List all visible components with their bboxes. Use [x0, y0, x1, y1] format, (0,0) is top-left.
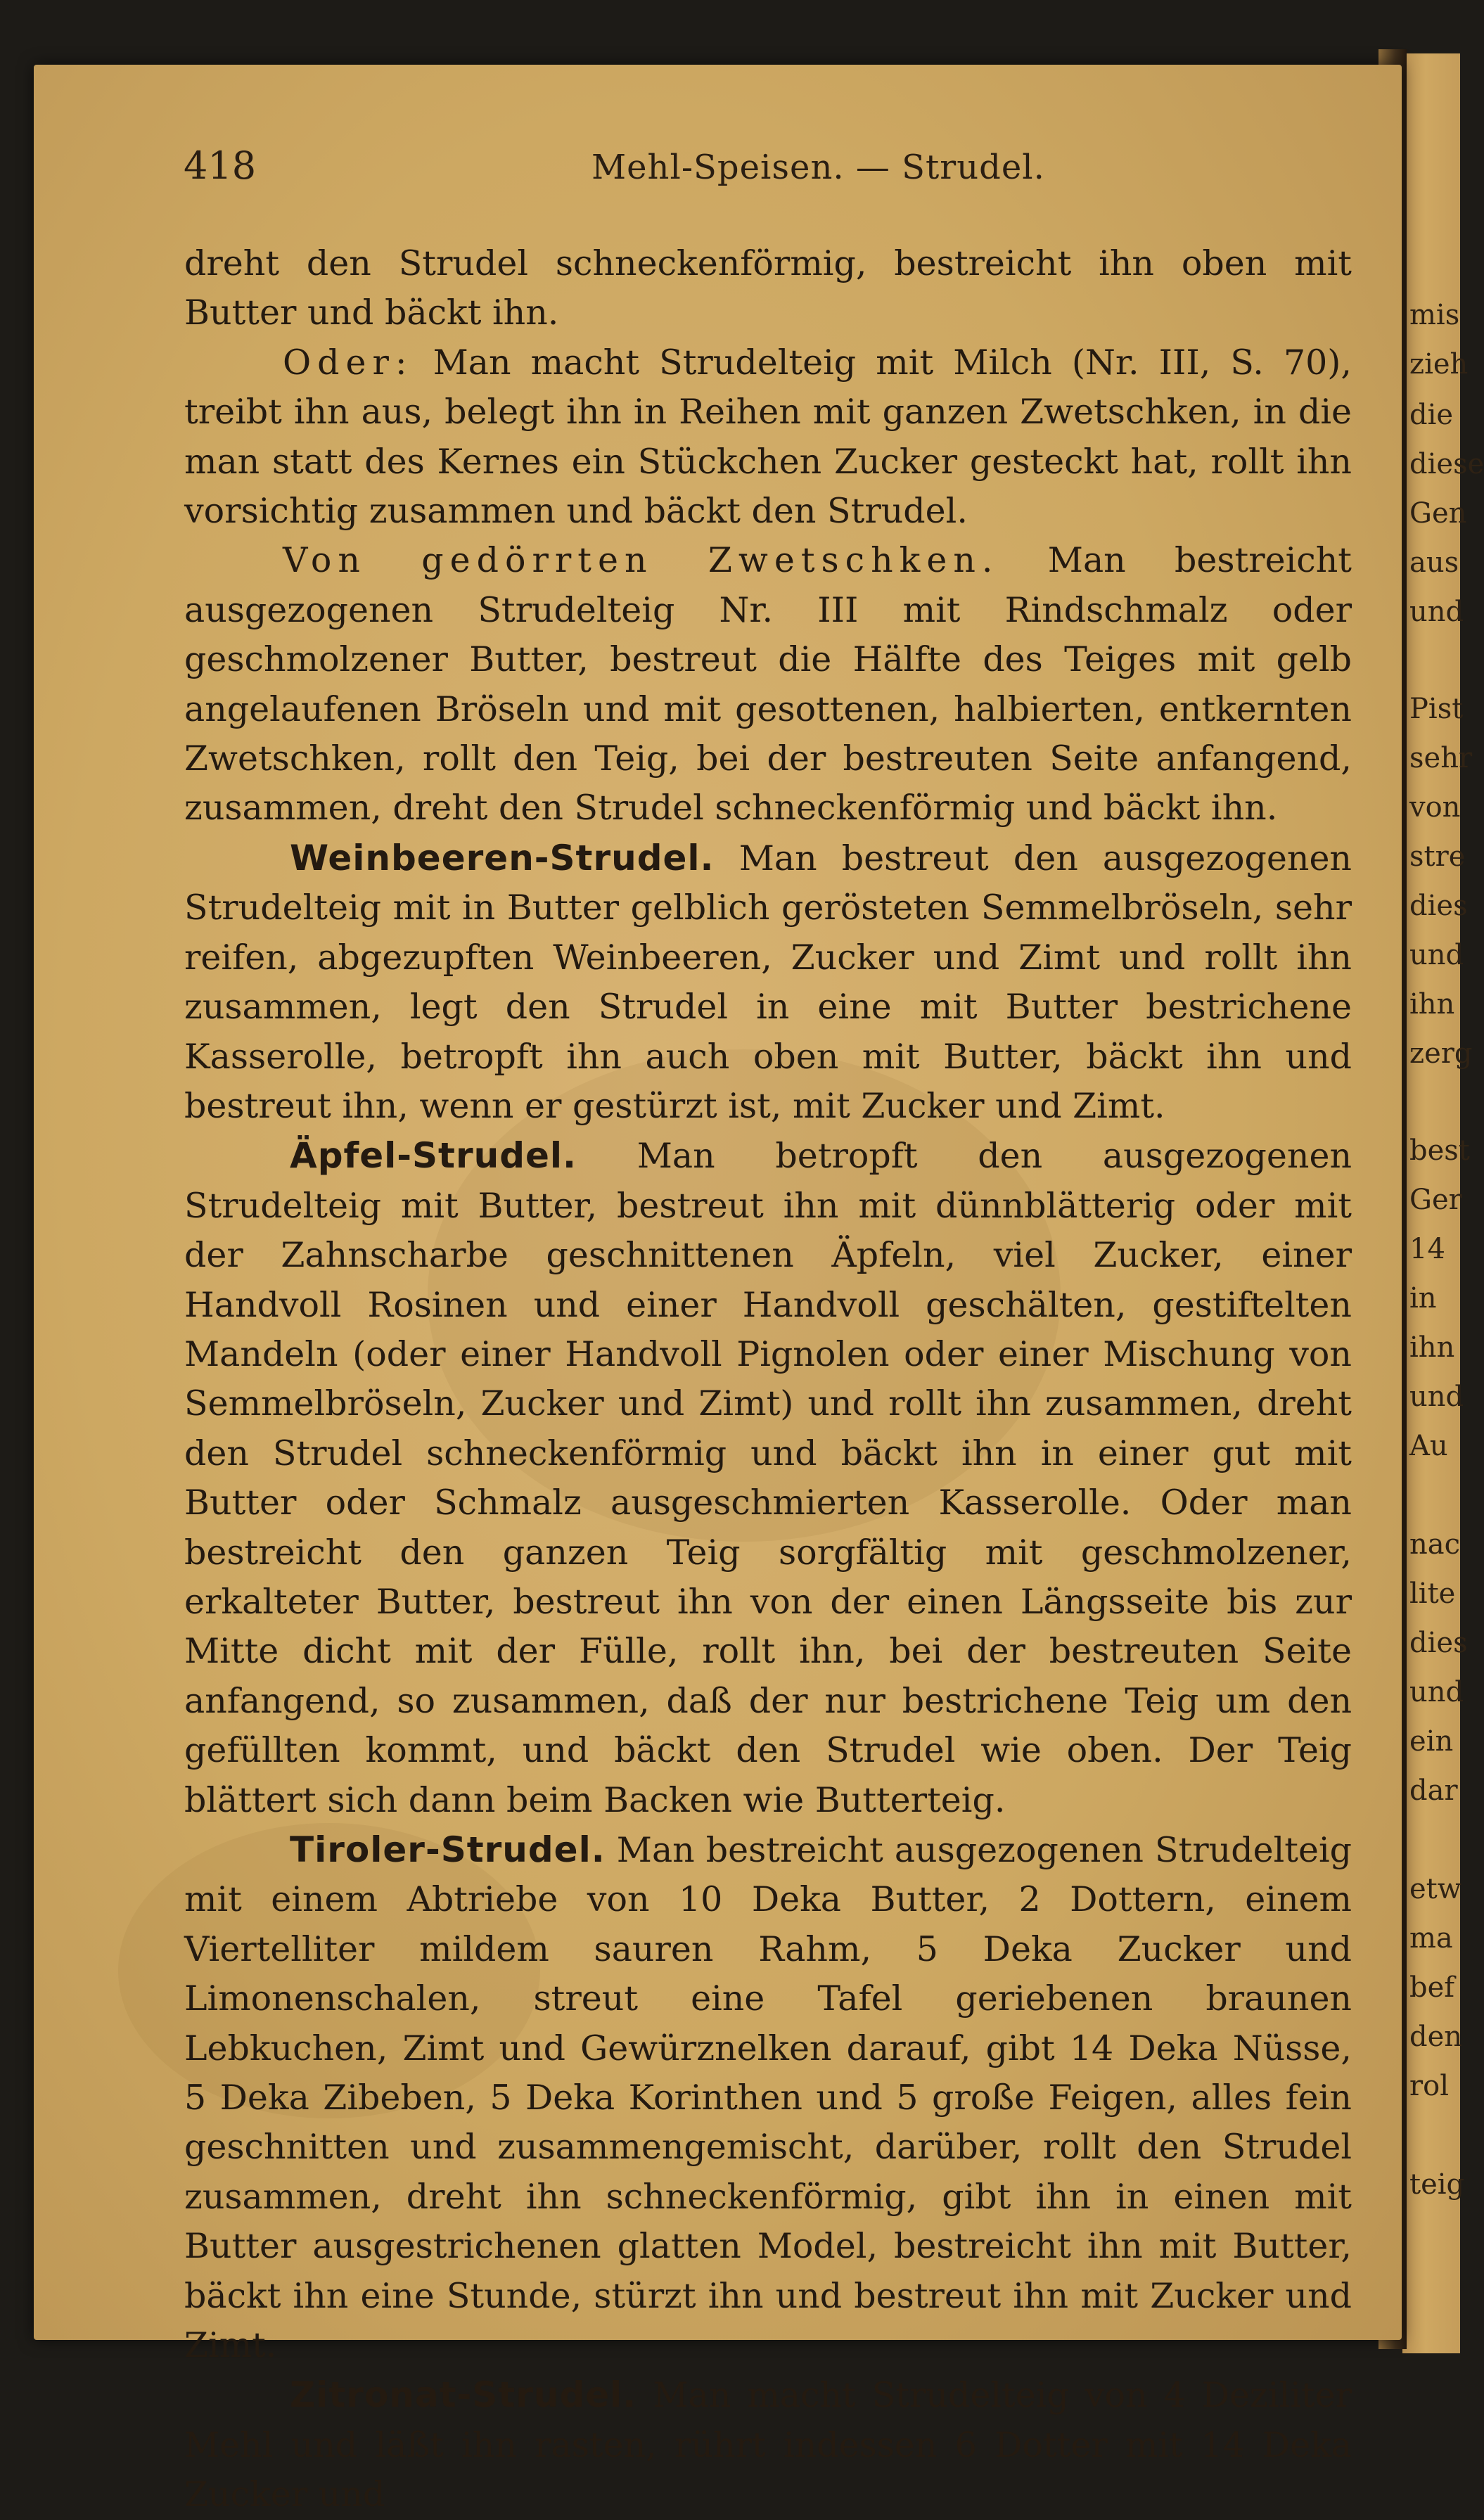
- recipe-zitronat-strudel: [184, 2370, 1352, 2519]
- recipe-aepfel-strudel: [184, 1131, 1352, 1825]
- facing-page-fragment: zieh: [1409, 348, 1469, 380]
- facing-page-fragment: ein: [1409, 1725, 1454, 1758]
- paragraph-text: dreht den Strudel schneckenförmig, bestreicht ihn oben mit Butter und bäckt ihn.: [184, 243, 1352, 333]
- recipe-heading: Äpfel-Strudel.: [290, 1135, 577, 1177]
- facing-page-fragment: ihn: [1409, 988, 1455, 1021]
- facing-page-fragment: und: [1409, 1676, 1464, 1708]
- recipe-text: Man betropft den ausgezogenen Strudelteig mit Butter, bestreut ihn mit dünnblätterig oder mit der Zahnscharbe geschnittenen Äpfeln, viel Zucker, einer Handvoll Rosinen und einer Handvoll geschälten, gestiftelten Mandeln (oder einer Handvoll Pignolen oder einer Mischung von Semmelbröseln, Zucker und Zimt) und rollt ihn zusammen, dreht den Strudel schneckenförmig und bäckt ihn in einer gut mit Butter oder Schmalz ausgeschmierten Kasserolle. Oder man bestreicht den ganzen Teig sorgfältig mit geschmolzener, erkalteter Butter, bestreut ihn von der einen Längsseite bis zur Mitte dicht mit der Fülle, rollt ihn, bei der bestreuten Seite anfangend, so zusammen, daß der nur bestrichene Teig um den gefüllten kommt, und bäckt den Strudel wie oben. Der Teig blättert sich dann beim Backen wie Butterteig.: [184, 1136, 1352, 1820]
- recipe-heading: Zitronat-Strudel.: [290, 2374, 637, 2416]
- facing-page-fragment: dies: [1409, 890, 1468, 922]
- facing-page-fragment: sehr: [1409, 742, 1473, 774]
- facing-page-fragment: und: [1409, 939, 1464, 971]
- facing-page-fragment: ma: [1409, 1922, 1453, 1955]
- recipe-text: Man bestreut den ausgezogenen Strudelteig mit in Butter gelblich gerösteten Semmelbröseln, sehr reifen, abgezupften Weinbeeren, Zucker und Zimt und rollt ihn zusammen, legt den Strudel in eine mit Butter bestrichene Kasserolle, betropft ihn auch oben mit Butter, bäckt ihn und bestreut ihn, wenn er gestürzt ist, mit Zucker und Zimt.: [184, 838, 1352, 1126]
- paragraph-text: Man bestreicht ausgezogenen Strudelteig Nr. III mit Rindschmalz oder geschmolzener Butter, bestreut die Hälfte des Teiges mit gelb angelaufenen Bröseln und mit gesottenen, halbierten, entkernten Zwetschken, rollt den Teig, bei der bestreuten Seite anfangend, zusammen, dreht den Strudel schneckenförmig und bäckt ihn.: [184, 540, 1352, 829]
- facing-page-fragment: dies: [1409, 1627, 1468, 1659]
- paragraph-text: Man macht Strudelteig mit Milch (Nr. III, S. 70), treibt ihn aus, belegt ihn in Reihen mit ganzen Zwetschken, in die man statt des Kernes ein Stückchen Zucker gesteckt hat, rollt ihn vorsichtig zusammen und bäckt den Strudel.: [184, 342, 1352, 532]
- running-title: Mehl-Speisen. — Strudel.: [591, 148, 1045, 187]
- facing-page-fragment: in: [1409, 1282, 1437, 1315]
- facing-page-fragment: mis: [1409, 299, 1460, 331]
- facing-page-fragment: den: [1409, 2021, 1463, 2053]
- paragraph-lead: Oder:: [283, 342, 414, 383]
- running-head: [152, 139, 1348, 188]
- facing-page-fragment: Ger: [1409, 1184, 1462, 1216]
- recipe-tiroler-strudel: [184, 1825, 1352, 2370]
- recipe-text: Man bestreicht ausgezogenen Strudelteig mit einem Abtriebe von 10 Deka Butter, 2 Dottern, einem Viertelliter mildem sauren Rahm, 5 Deka Zucker und Limonenschalen, streut eine Tafel geriebenen braunen Lebkuchen, Zimt und Gewürznelken darauf, gibt 14 Deka Nüsse, 5 Deka Zibeben, 5 Deka Korinthen und 5 große Feigen, alles fein geschnitten und zusammengemischt, darüber, rollt den Strudel zusammen, dreht ihn schneckenförmig, gibt ihn in einen mit Butter ausgestrichenen glatten Model, bestreicht ihn mit Butter, bäckt ihn eine Stunde, stürzt ihn und bestreut ihn mit Zucker und Zimt.: [184, 1830, 1352, 2366]
- page-number: 418: [184, 143, 257, 188]
- facing-page-fragment: dar: [1409, 1774, 1458, 1807]
- facing-page-fragment: die: [1409, 399, 1454, 431]
- facing-page-fragment: etw: [1409, 1873, 1461, 1905]
- facing-page-fragment: aus: [1409, 546, 1459, 579]
- facing-page-fragment: Au: [1409, 1430, 1448, 1462]
- facing-page-edge: [1402, 53, 1484, 2353]
- recipe-heading: Weinbeeren-Strudel.: [290, 837, 715, 878]
- paragraph-continuation: [184, 239, 1352, 338]
- paragraph-gedoerrte-zwetschken: [184, 536, 1352, 833]
- facing-page-fragment: zerg: [1409, 1037, 1473, 1070]
- facing-page-fragment: nac: [1409, 1528, 1461, 1561]
- facing-page-fragment: ihn: [1409, 1331, 1455, 1364]
- facing-page-fragment: von: [1409, 791, 1461, 824]
- facing-page-fragment: und: [1409, 596, 1464, 628]
- paragraph-lead: Von gedörrten Zwetschken.: [283, 540, 999, 581]
- facing-page-fragment: lite: [1409, 1578, 1456, 1610]
- facing-page-fragment: diese: [1409, 448, 1484, 480]
- facing-page-fragment: teig: [1409, 2168, 1465, 2201]
- facing-page-fragment: Gen: [1409, 497, 1467, 530]
- facing-page-fragment: 14: [1409, 1233, 1445, 1265]
- recipe-weinbeeren-strudel: [184, 833, 1352, 1131]
- facing-page-fragment: Pist: [1409, 693, 1464, 725]
- facing-page-fragment: und: [1409, 1381, 1464, 1413]
- paragraph-oder: [184, 338, 1352, 537]
- facing-page-fragment: best: [1409, 1134, 1470, 1167]
- recipe-heading: Tiroler-Strudel.: [290, 1829, 606, 1870]
- recipe-text: Man macht Strudelteig von 4 Deziliter Mehl und läßt ihn rasten, rührt indessen 6 Dotter mit 14 Deka Zucker und: [184, 2375, 1352, 2515]
- facing-page-fragment: rol: [1409, 2070, 1449, 2102]
- page-body: [184, 239, 1352, 2520]
- facing-page-fragment: stre: [1409, 840, 1466, 873]
- facing-page-fragment: bef: [1409, 1971, 1455, 2004]
